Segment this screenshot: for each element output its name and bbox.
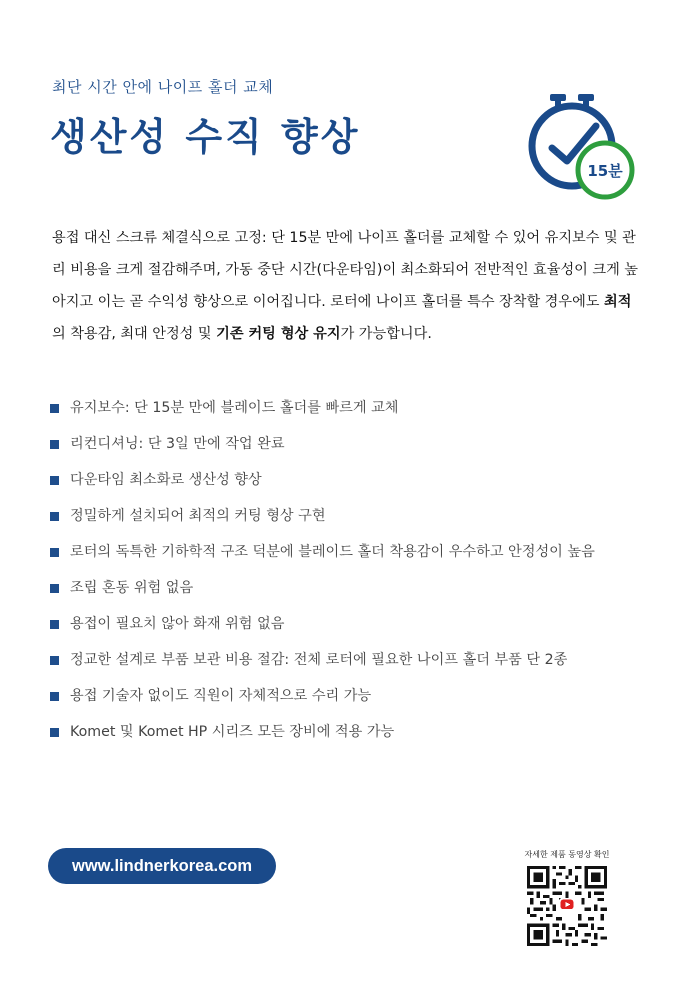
bullet-square-icon xyxy=(50,548,59,557)
bullet-square-icon xyxy=(50,440,59,449)
bullet-square-icon xyxy=(50,692,59,701)
feature-list xyxy=(50,398,650,742)
feature-item: 로터의 독특한 기하학적 구조 덕분에 블레이드 홀더 착용감이 우수하고 안정성이 높음 xyxy=(50,542,630,562)
page-title: 생산성 수직 향상 xyxy=(50,115,361,159)
feature-item: Komet 및 Komet HP 시리즈 모든 장비에 적용 가능 xyxy=(50,722,650,742)
feature-item: 용접이 필요치 않아 화재 위험 없음 xyxy=(50,614,650,634)
bullet-square-icon xyxy=(50,476,59,485)
bullet-square-icon xyxy=(50,656,59,665)
bullet-square-icon xyxy=(50,584,59,593)
feature-item: 조립 혼동 위험 없음 xyxy=(50,578,650,598)
feature-item: 다운타임 최소화로 생산성 향상 xyxy=(50,470,650,490)
intro-paragraph: 용접 대신 스크류 체결식으로 고정: 단 15분 만에 나이프 홀더를 교체할 수 있어 유지보수 및 관리 비용을 크게 절감해주며, 가동 중단 시간(다운타임)이 최소화되어 전반적인 효율성이 크게 높아지고 이는 곧 수익성 향상으로 이어집니다. 로터에 나이프 홀더를 특수 장착할 경우에도 최적의 착용감, 최대 안정성 및 기존 커팅 형상 유지가 가능합니다. xyxy=(52,230,638,342)
feature-item: 정밀하게 설치되어 최적의 커팅 형상 구현 xyxy=(50,506,650,526)
time-badge: 15분 xyxy=(587,162,623,180)
feature-item: 유지보수: 단 15분 만에 블레이드 홀더를 빠르게 교체 xyxy=(50,398,650,418)
qr-caption: 자세한 제품 동영상 확인 xyxy=(524,850,610,859)
qr-code-icon[interactable] xyxy=(527,866,607,946)
bullet-square-icon xyxy=(50,728,59,737)
page-subtitle: 최단 시간 안에 나이프 홀더 교체 xyxy=(52,78,274,96)
feature-item: 용접 기술자 없이도 직원이 자체적으로 수리 가능 xyxy=(50,686,650,706)
feature-item: 정교한 설계로 부품 보관 비용 절감: 전체 로터에 필요한 나이프 홀더 부품 단 2종 xyxy=(50,650,650,670)
clock-icon xyxy=(522,92,637,204)
feature-item: 리컨디셔닝: 단 3일 만에 작업 완료 xyxy=(50,434,650,454)
bullet-square-icon xyxy=(50,620,59,629)
website-link[interactable]: www.lindnerkorea.com xyxy=(48,848,276,884)
bullet-square-icon xyxy=(50,512,59,521)
bullet-square-icon xyxy=(50,404,59,413)
